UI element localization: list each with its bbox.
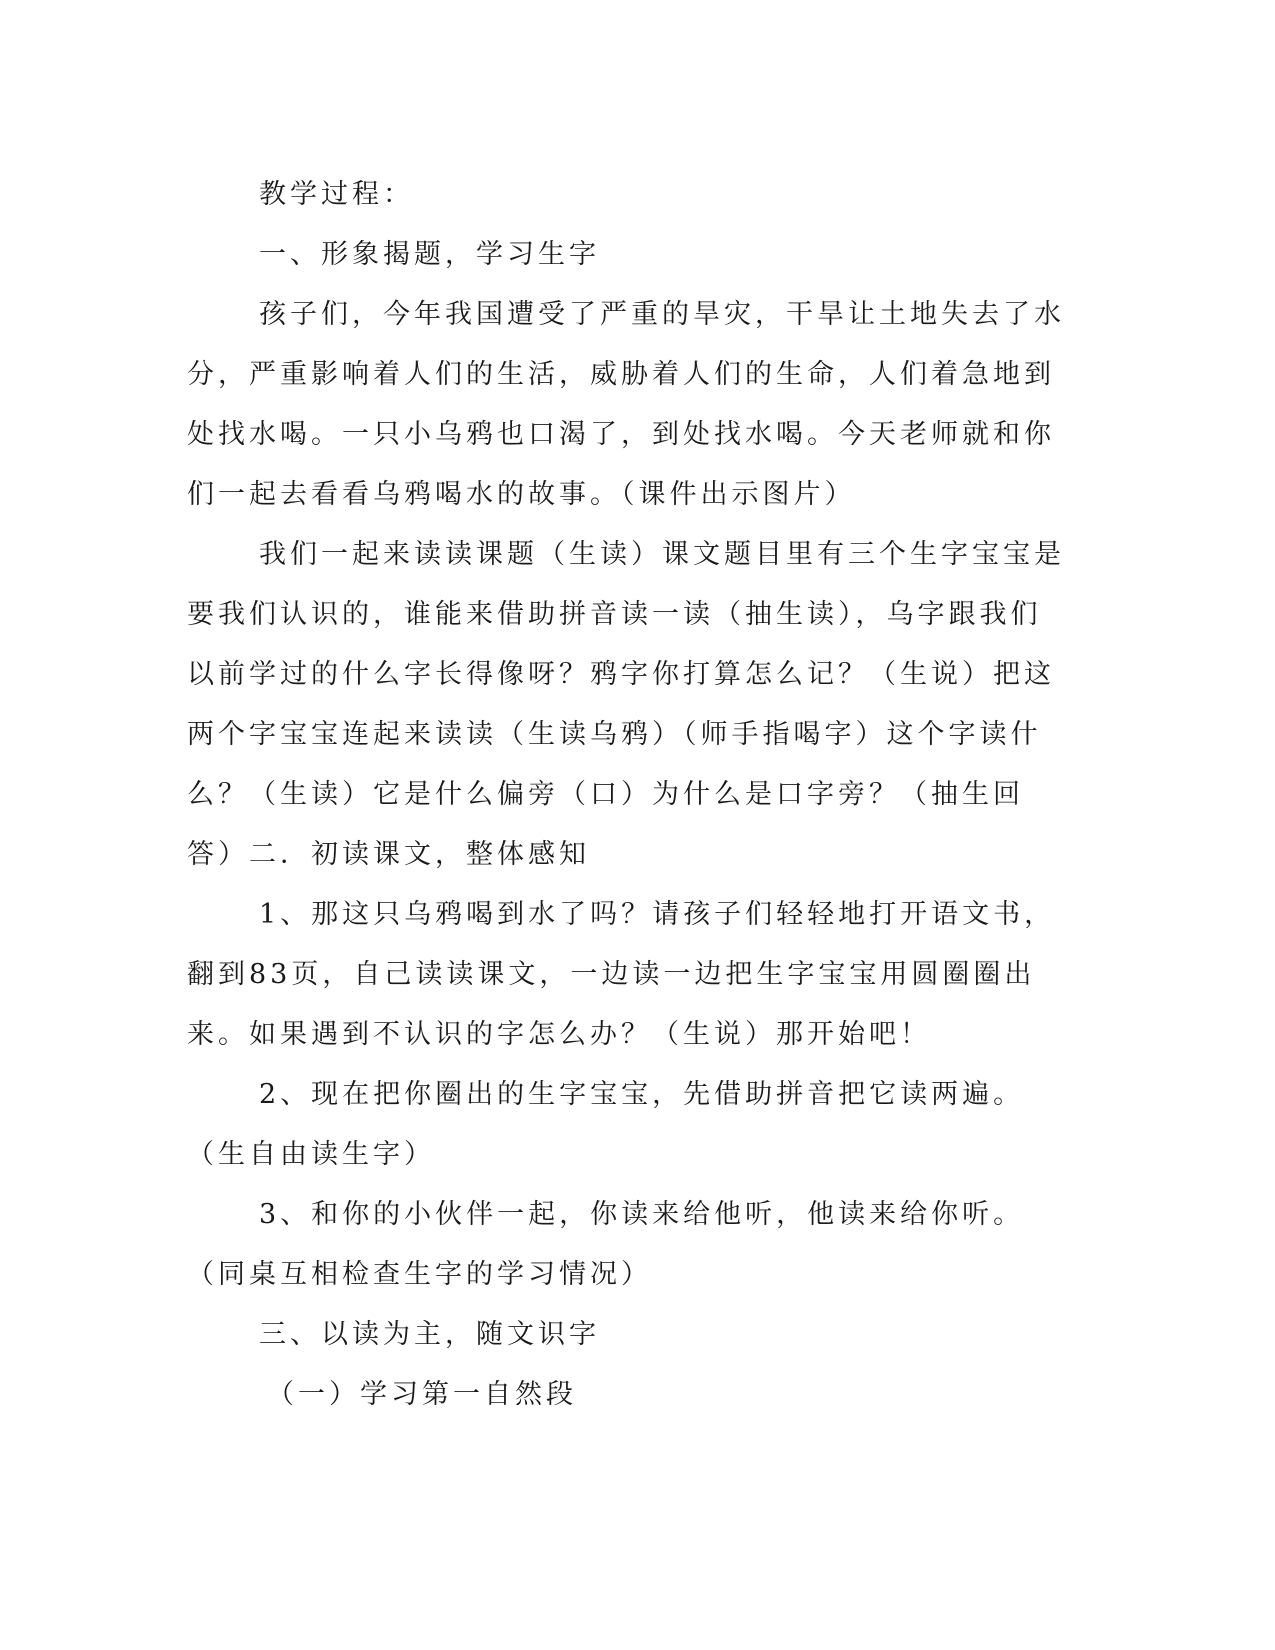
subsection-heading-1: （一）学习第一自然段	[267, 1379, 577, 1410]
paragraph-step-2: 2、现在把你圈出的生字宝宝，先借助拼音把它读两遍。（生自由读生字）	[187, 1079, 1025, 1170]
paragraph-title-reading: 我们一起来读读课题（生读）课文题目里有三个生字宝宝是要我们认识的，谁能来借助拼音读一读（抽生读），乌字跟我们以前学过的什么字长得像呀？鸦字你打算怎么记？（生说）把这两个字宝宝连起来读读（生读乌鸦）（师手指喝字）这个字读什么？（生读）它是什么偏旁（口）为什么是口字旁？（抽生回答）二．初读课文，整体感知	[187, 539, 1065, 870]
document-body	[187, 165, 1067, 1425]
paragraph-step-1: 1、那这只乌鸦喝到水了吗？请孩子们轻轻地打开语文书，翻到83页，自己读读课文，一边读一边把生字宝宝用圆圈圈出来。如果遇到不认识的字怎么办？（生说）那开始吧！	[187, 899, 1056, 1050]
section-heading-1: 一、形象揭题，学习生字	[259, 239, 600, 270]
paragraph-intro: 孩子们，今年我国遭受了严重的旱灾，干旱让土地失去了水分，严重影响着人们的生活，威胁着人们的生命，人们着急地到处找水喝。一只小乌鸦也口渴了，到处找水喝。今天老师就和你们一起去看看乌鸦喝水的故事。（课件出示图片）	[187, 299, 1065, 510]
section-heading-process: 教学过程：	[259, 179, 414, 210]
paragraph-step-3: 3、和你的小伙伴一起，你读来给他听，他读来给你听。（同桌互相检查生字的学习情况）	[187, 1199, 1025, 1290]
section-heading-3: 三、以读为主，随文识字	[259, 1319, 600, 1350]
